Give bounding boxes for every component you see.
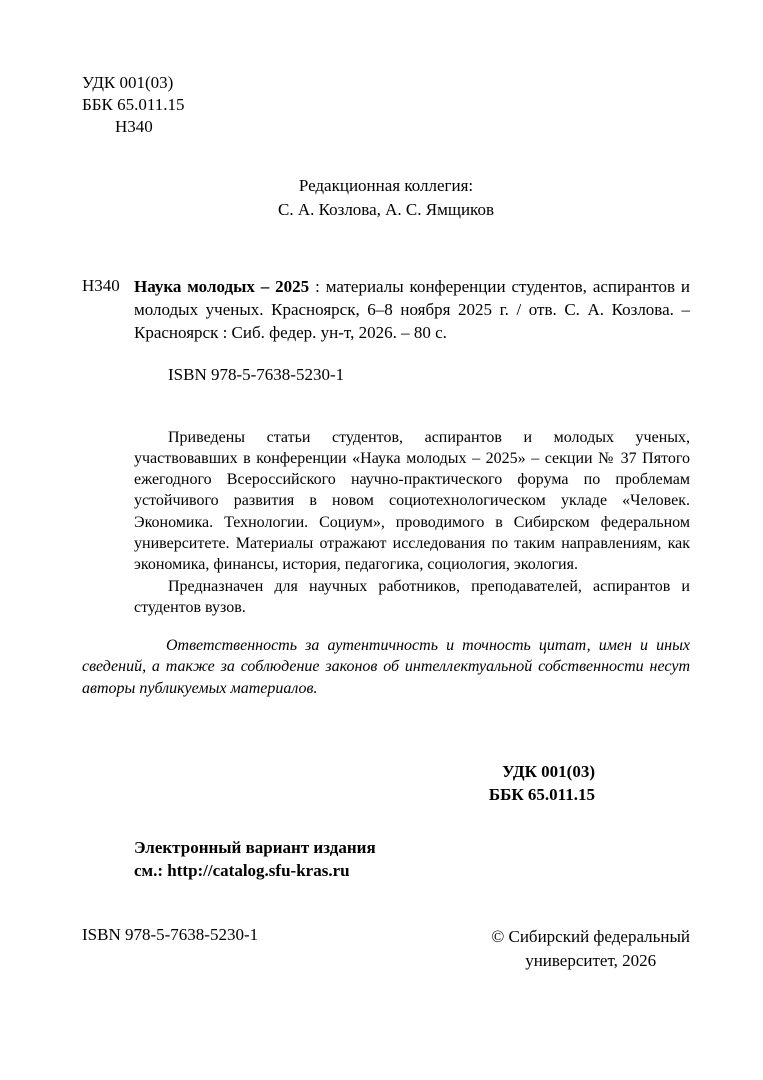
abstract-paragraph-2: Предназначен для научных работников, преподавателей, аспирантов и студентов вузов. xyxy=(134,577,690,616)
footer xyxy=(82,925,690,973)
responsibility-note: Ответственность за аутентичность и точность цитат, имен и иных сведений, а также за соблюдение законов об интеллектуальной собственности несут авторы публикуемых материалов. xyxy=(82,637,690,697)
catalog-code-top: Н340 xyxy=(115,117,153,137)
electronic-edition-note xyxy=(134,837,690,883)
copyright-notice xyxy=(491,925,690,973)
abstract-paragraph-1: Приведены статьи студентов, аспирантов и молодых ученых, участвовавших в конференции «Наука молодых – 2025» – секции № 37 Пятого ежегодного Всероссийского научно-практического форума по проблемам устойчивого развития в новом социотехнологическом укладе «Человек. Экономика. Технологии. Социум», проводимого в Сибирском федеральном университете. Материалы отражают исследования по таким направлениям, как экономика, финансы, история, педагогика, социология, экология. xyxy=(134,428,690,574)
catalog-entry xyxy=(82,276,690,345)
isbn-mid: ISBN 978-5-7638-5230-1 xyxy=(168,364,345,384)
udk-bottom: УДК 001(03) xyxy=(502,761,595,781)
top-codes xyxy=(82,72,690,138)
isbn-bottom: ISBN 978-5-7638-5230-1 xyxy=(82,925,259,944)
bbk-top: ББК 65.011.15 xyxy=(82,95,185,115)
catalog-title: Наука молодых – 2025 xyxy=(134,276,310,296)
udk-top: УДК 001(03) xyxy=(82,73,174,92)
editorial-heading: Редакционная коллегия: xyxy=(298,176,474,196)
abstract xyxy=(134,427,690,618)
catalog-description: : материалы конференции студентов, аспирантов и молодых ученых. Красноярск, 6–8 ноября 2025 г. / отв. С. А. Козлова. – Красноярск : Сиб. федер. ун-т, 2026. – 80 с. xyxy=(134,276,690,342)
catalog-code: Н340 xyxy=(82,275,120,295)
copyright-line1: © Сибирский федеральный xyxy=(491,927,690,946)
electronic-line2: см.: http://catalog.sfu-kras.ru xyxy=(134,860,350,880)
copyright-line2: университет, 2026 xyxy=(525,950,657,970)
editorial-board xyxy=(82,174,690,222)
bbk-bottom: ББК 65.011.15 xyxy=(488,784,595,804)
catalog-text xyxy=(134,276,690,345)
bottom-codes xyxy=(82,761,690,807)
editorial-names: С. А. Козлова, А. С. Ямщиков xyxy=(278,200,494,220)
electronic-line1: Электронный вариант издания xyxy=(134,837,376,857)
